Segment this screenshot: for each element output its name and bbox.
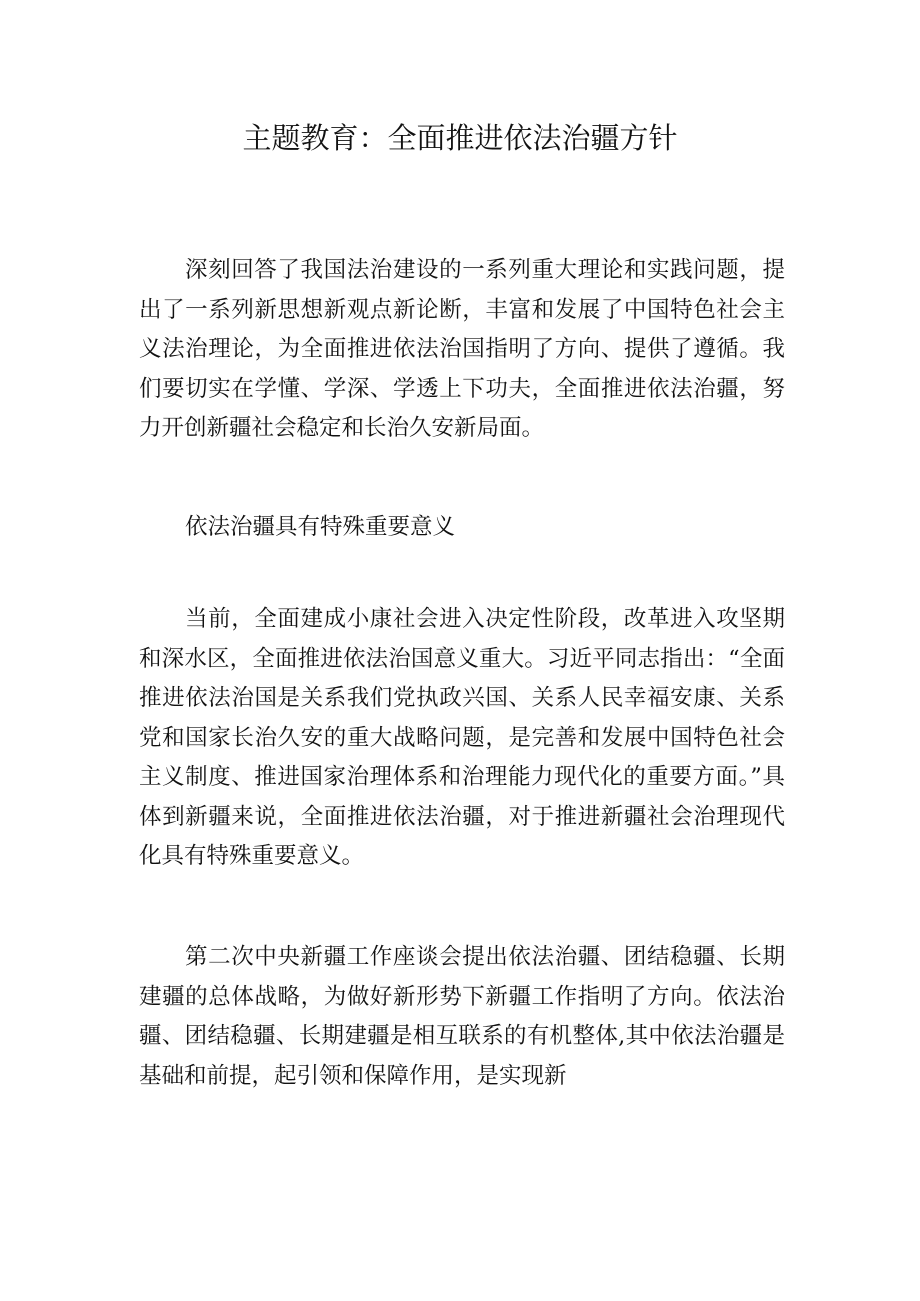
paragraph-intro: 深刻回答了我国法治建设的一系列重大理论和实践问题，提出了一系列新思想新观点新论断，丰富和发展了中国特色社会主义法治理论，为全面推进依法治国指明了方向、提供了遵循。我们要切实在学懂、学深、学透上下功夫，全面推进依法治疆，努力开创新疆社会稳定和长治久安新局面。 [139, 257, 785, 441]
section-heading: 依法治疆具有特殊重要意义 [185, 514, 456, 540]
document-title: 主题教育：全面推进依法治疆方针 [242, 121, 678, 155]
paragraph-second-conference: 第二次中央新疆工作座谈会提出依法治疆、团结稳疆、长期建疆的总体战略，为做好新形势下新疆工作指明了方向。依法治疆、团结稳疆、长期建疆是相互联系的有机整体,其中依法治疆是基础和前提，起引领和保障作用，是实现新 [139, 944, 785, 1089]
paragraph-current-situation: 当前，全面建成小康社会进入决定性阶段，改革进入攻坚期和深水区，全面推进依法治国意义重大。习近平同志指出：“全面推进依法治国是关系我们党执政兴国、关系人民幸福安康、关系党和国家长治久安的重大战略问题，是完善和发展中国特色社会主义制度、推进国家治理体系和治理能力现代化的重要方面。”具体到新疆来说，全面推进依法治疆，对于推进新疆社会治理现代化具有特殊重要意义。 [139, 606, 785, 869]
